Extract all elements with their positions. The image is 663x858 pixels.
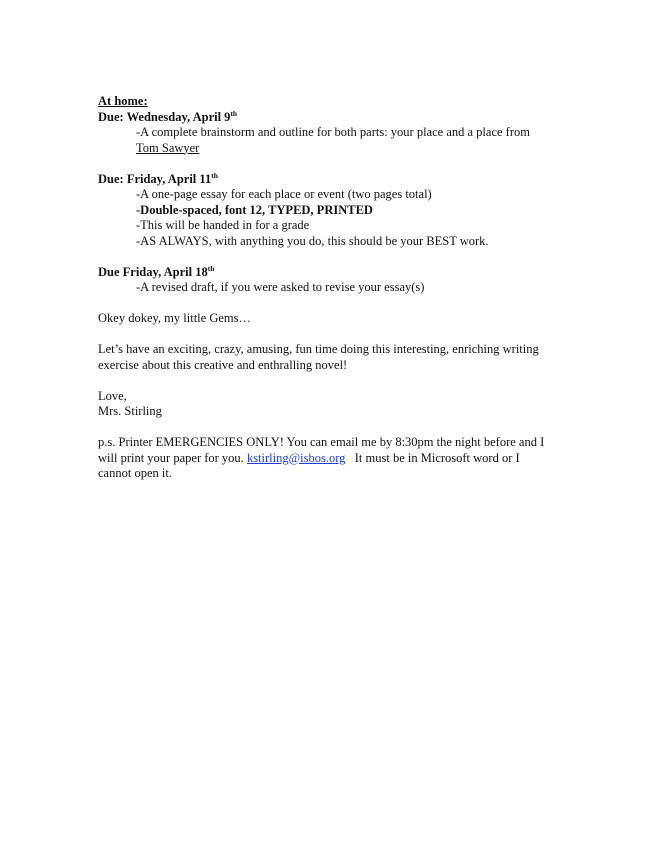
ps-line-3: cannot open it.: [98, 466, 172, 480]
at-home-heading: At home:: [98, 94, 148, 108]
section-1-item-1-line-2: [98, 141, 573, 157]
section-3-heading: [98, 265, 573, 281]
ps-line-2: [98, 451, 573, 467]
section-2-item-3: -This will be handed in for a grade: [136, 218, 310, 232]
book-title: Tom Sawyer: [136, 140, 200, 155]
section-2-heading-text: Due: Friday, April 11: [98, 171, 212, 186]
paragraph-line-2: exercise about this creative and enthralling novel!: [98, 357, 348, 372]
ps-line-2-after: It must be in Microsoft word or I: [354, 450, 520, 465]
spacer: [98, 156, 573, 172]
spacer: [98, 420, 573, 436]
signature: Mrs. Stirling: [98, 404, 162, 418]
section-1-heading-sup: th: [230, 108, 238, 118]
signoff: Love,: [98, 388, 127, 403]
spacer: [98, 296, 573, 312]
section-3-item-1: -A revised draft, if you were asked to revise your essay(s): [136, 280, 425, 294]
section-1-item-1-line-1: -A complete brainstorm and outline for both parts: your place and a place from: [136, 125, 530, 139]
section-1-heading: [98, 110, 573, 126]
section-2-item-1: -A one-page essay for each place or event (two pages total): [136, 187, 432, 201]
document-page: [98, 94, 573, 482]
paragraph-line-1: Let’s have an exciting, crazy, amusing, fun time doing this interesting, enriching writing: [98, 342, 539, 356]
section-2-heading-sup: th: [211, 170, 218, 180]
section-1-heading-text: Due: Wednesday, April 9: [98, 109, 231, 124]
spacer: [98, 249, 573, 265]
section-2-item-4: -AS ALWAYS, with anything you do, this should be your BEST work.: [136, 233, 489, 248]
section-3-heading-sup: th: [207, 263, 215, 273]
spacer: [98, 373, 573, 389]
greeting: Okey dokey, my little Gems…: [98, 311, 251, 325]
ps-line-2-before: will print your paper for you.: [98, 450, 244, 465]
email-link[interactable]: kstirling@isbos.org: [246, 450, 346, 465]
section-2-item-2: -Double-spaced, font 12, TYPED, PRINTED: [136, 202, 373, 217]
ps-line-1: p.s. Printer EMERGENCIES ONLY! You can email me by 8:30pm the night before and I: [98, 435, 545, 449]
section-3-heading-text: Due Friday, April 18: [98, 264, 208, 279]
spacer: [98, 327, 573, 343]
section-2-heading: [98, 172, 573, 188]
